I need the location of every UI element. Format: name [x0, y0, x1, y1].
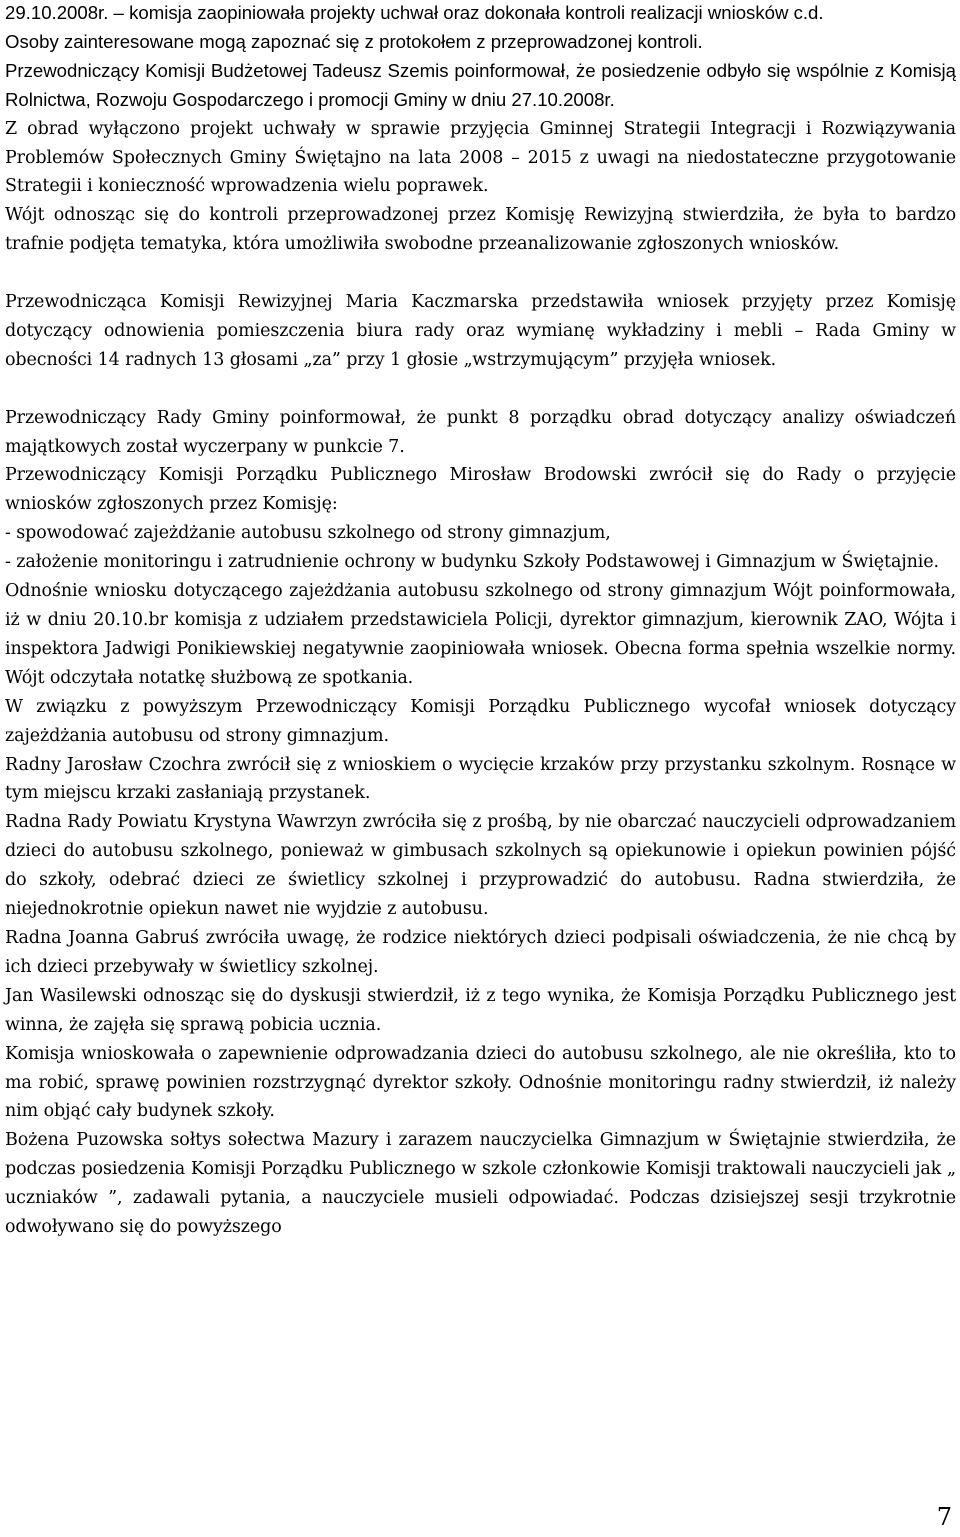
paragraph-wasilewski: Jan Wasilewski odnosząc się do dyskusji stwierdził, iż z tego wynika, że Komisja Porządku Publicznego jest winna, że zajęła się sprawą pobicia ucznia.	[5, 985, 956, 1035]
paragraph-point-8: Przewodniczący Rady Gminy poinformował, że punkt 8 porządku obrad dotyczący analizy oświadczeń majątkowych został wyczerpany w punkcie 7.	[5, 407, 956, 457]
paragraph-wojt-control: Wójt odnosząc się do kontroli przeprowadzonej przez Komisję Rewizyjną stwierdziła, że była to bardzo trafnie podjęta tematyka, która umożliwiła swobodne przeanalizowanie zgłoszonych wniosków.	[5, 205, 956, 255]
paragraph-bus-opinion: Odnośnie wniosku dotyczącego zajeżdżania autobusu szkolnego od strony gimnazjum Wójt poinformowała, iż w dniu 20.10.br komisja z udziałem przedstawiciela Policji, dyrektor gimnazjum, kierownik ZAO, Wójta i inspektora Jadwigi Ponikiewskiej negatywnie zaopiniowała wniosek. Obecna forma spełnia wszelkie normy. Wójt odczytała notatkę służbową ze spotkania.	[5, 581, 956, 688]
paragraph-commission-request: Komisja wnioskowała o zapewnienie odprowadzania dzieci do autobusu szkolnego, ale nie określiła, kto to ma robić, sprawę powinien rozstrzygnąć dyrektor szkoły. Odnośnie monitoringu radny stwierdził, iż należy nim objąć cały budynek szkoły.	[5, 1043, 956, 1122]
paragraph-wawrzyn: Radna Rady Powiatu Krystyna Wawrzyn zwróciła się z prośbą, by nie obarczać nauczycieli odprowadzaniem dzieci do autobusu szkolnego, ponieważ w gimbusach szkolnych są opiekunowie i opiekun powinien pójść do szkoły, odebrać dzieci ze świetlicy szkolnej i przyprowadzić do autobusu. Radna stwierdziła, że niejednokrotnie opiekun nawet nie wyjdzie z autobusu.	[5, 812, 956, 920]
document-body	[5, 0, 956, 1242]
paragraph-puzowska: Bożena Puzowska sołtys sołectwa Mazury i zarazem nauczycielka Gimnazjum w Świętajnie stwierdziła, że podczas posiedzenia Komisji Porządku Publicznego w szkole członkowie Komisji traktowali nauczycieli jak „ uczniaków ”, zadawali pytania, a nauczyciele musieli odpowiadać. Podczas dzisiejszej sesji trzykrotnie odwoływano się do powyższego	[5, 1130, 956, 1238]
paragraph-audit-committee-motion: Przewodnicząca Komisji Rewizyjnej Maria Kaczmarska przedstawiła wniosek przyjęty przez Komisję dotyczący odnowienia pomieszczenia biura rady oraz wymianę wykładziny i mebli – Rada Gminy w obecności 14 radnych 13 głosami „za” przy 1 głosie „wstrzymującym” przyjęła wniosek.	[5, 292, 956, 370]
page-number: 7	[936, 1503, 952, 1531]
paragraph-strategy-excluded: Z obrad wyłączono projekt uchwały w sprawie przyjęcia Gminnej Strategii Integracji i Rozwiązywania Problemów Społecznych Gminy Świętajno na lata 2008 – 2015 z uwagi na niedostateczne przygotowanie Strategii i konieczność wprowadzenia wielu poprawek.	[5, 118, 956, 197]
list-item-bus: - spowodować zajeżdżanie autobusu szkolnego od strony gimnazjum,	[5, 523, 611, 544]
paragraph-commission-opinion: 29.10.2008r. – komisja zaopiniowała projekty uchwał oraz dokonała kontroli realizacji wniosków c.d.	[5, 2, 824, 23]
list-item-monitoring: - założenie monitoringu i zatrudnienie ochrony w budynku Szkoły Podstawowej i Gimnazjum w Świętajnie.	[5, 552, 939, 573]
paragraph-motion-withdrawn: W związku z powyższym Przewodniczący Komisji Porządku Publicznego wycofał wniosek dotyczący zajeżdżania autobusu od strony gimnazjum.	[5, 696, 956, 746]
paragraph-gabrus: Radna Joanna Gabruś zwróciła uwagę, że rodzice niektórych dzieci podpisali oświadczenia, że nie chcą by ich dzieci przebywały w świetlicy szkolnej.	[5, 927, 956, 977]
paragraph-protocol-info: Osoby zainteresowane mogą zapoznać się z protokołem z przeprowadzonej kontroli.	[5, 30, 703, 52]
paragraph-budget-committee: Przewodniczący Komisji Budżetowej Tadeusz Szemis poinformował, że posiedzenie odbyło się wspólnie z Komisją Rolnictwa, Rozwoju Gospodarczego i promocji Gminy w dniu 27.10.2008r.	[5, 59, 956, 110]
paragraph-public-order-motions: Przewodniczący Komisji Porządku Publicznego Mirosław Brodowski zwrócił się do Rady o przyjęcie wniosków zgłoszonych przez Komisję:	[5, 465, 956, 515]
paragraph-bushes: Radny Jarosław Czochra zwrócił się z wnioskiem o wycięcie krzaków przy przystanku szkolnym. Rosnące w tym miejscu krzaki zasłaniają przystanek.	[5, 754, 956, 804]
